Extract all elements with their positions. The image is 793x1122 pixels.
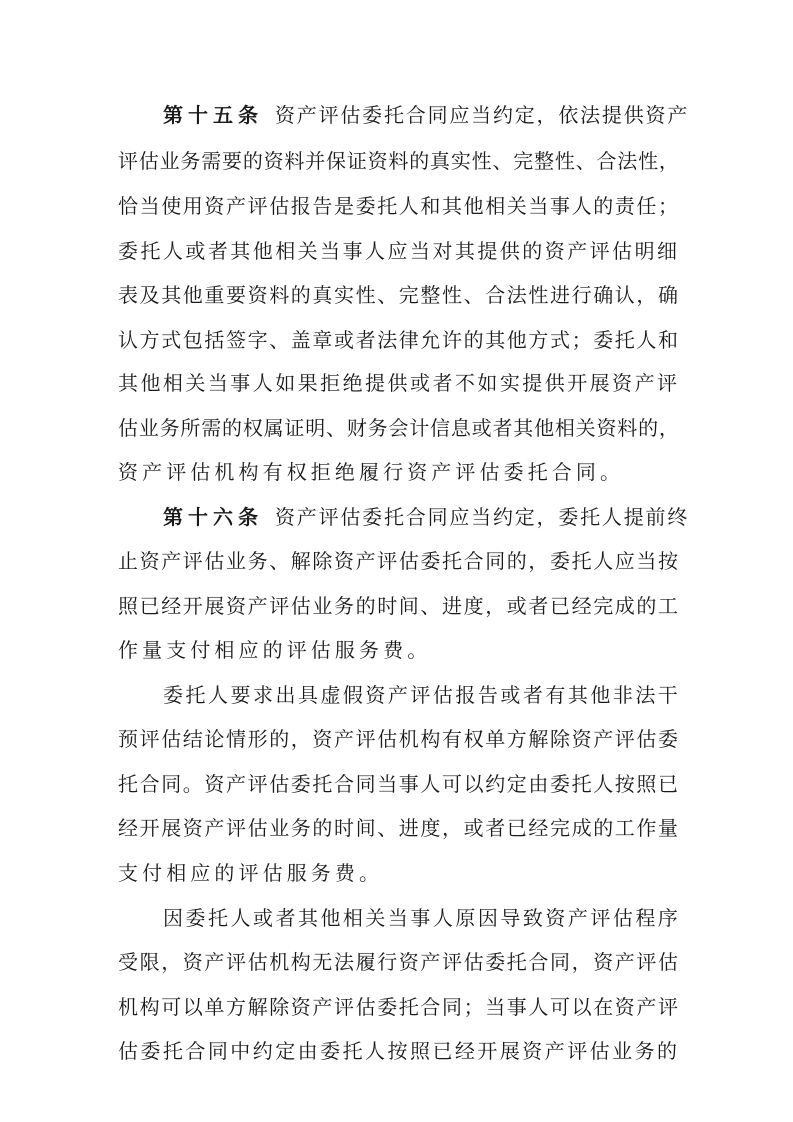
- paragraph-2-line-1: 因委托人或者其他相关当事人原因导致资产评估程序: [163, 906, 681, 930]
- article-15-line-8: 估业务所需的权属证明、财务会计信息或者其他相关资料的，: [118, 416, 680, 440]
- article-15-line-9: 资产评估机构有权拒绝履行资产评估委托合同。: [118, 460, 625, 484]
- article-16-line-1: [163, 507, 689, 527]
- paragraph-1-line-1: 委托人要求出具虚假资产评估报告或者有其他非法干: [163, 683, 681, 707]
- article-15-text: 资产评估委托合同应当约定，依法提供资产: [275, 103, 690, 127]
- paragraph-2-line-4: 估委托合同中约定由委托人按照已经开展资产评估业务的: [118, 1039, 680, 1063]
- paragraph-2-line-2: 受限，资产评估机构无法履行资产评估委托合同，资产评估: [118, 950, 680, 974]
- article-15-line-1: [163, 105, 689, 125]
- article-15-line-6: 认方式包括签字、盖章或者法律允许的其他方式；委托人和: [118, 328, 680, 352]
- article-16-line-2: 止资产评估业务、解除资产评估委托合同的，委托人应当按: [118, 549, 680, 573]
- article-16-text: 资产评估委托合同应当约定，委托人提前终: [275, 505, 690, 529]
- paragraph-1-line-2: 预评估结论情形的，资产评估机构有权单方解除资产评估委: [118, 727, 680, 751]
- article-16-line-4: 作量支付相应的评估服务费。: [118, 638, 432, 662]
- article-15-line-2: 评估业务需要的资料并保证资料的真实性、完整性、合法性，: [118, 149, 680, 173]
- article-15-heading: 第十五条: [163, 103, 263, 127]
- article-16-line-3: 照已经开展资产评估业务的时间、进度，或者已经完成的工: [118, 594, 680, 618]
- article-15-line-7: 其他相关当事人如果拒绝提供或者不如实提供开展资产评: [118, 371, 680, 395]
- article-15-line-3: 恰当使用资产评估报告是委托人和其他相关当事人的责任；: [118, 194, 680, 218]
- paragraph-1-line-5: 支付相应的评估服务费。: [118, 861, 384, 885]
- paragraph-1-line-4: 经开展资产评估业务的时间、进度，或者已经完成的工作量: [118, 816, 680, 840]
- article-15-line-4: 委托人或者其他相关当事人应当对其提供的资产评估明细: [118, 239, 680, 263]
- paragraph-1-line-3: 托合同。资产评估委托合同当事人可以约定由委托人按照已: [118, 772, 680, 796]
- paragraph-2-line-3: 机构可以单方解除资产评估委托合同；当事人可以在资产评: [118, 995, 680, 1019]
- article-15-line-5: 表及其他重要资料的真实性、完整性、合法性进行确认，确: [118, 283, 680, 307]
- article-16-heading: 第十六条: [163, 505, 263, 529]
